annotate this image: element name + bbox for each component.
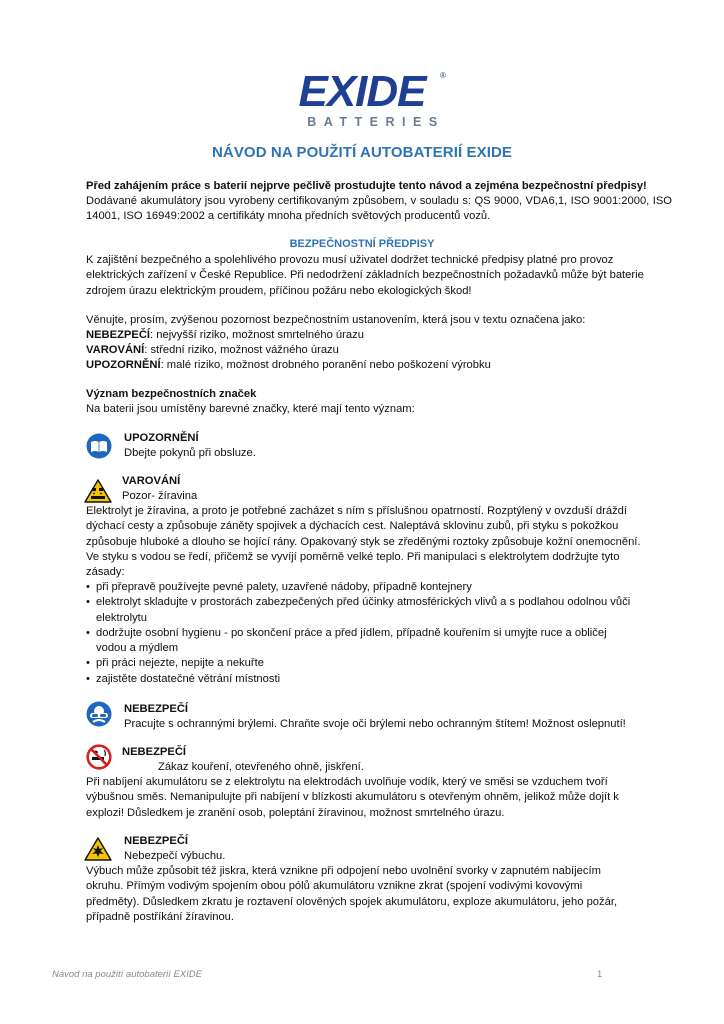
- nebezpeci-sub: Nebezpečí výbuchu.: [124, 850, 226, 862]
- corrosive-warning-icon: [84, 479, 112, 503]
- logo-sub: BATTERIES: [307, 115, 445, 129]
- risk-level-varovani: VAROVÁNÍ: střední riziko, možnost vážného úrazu: [86, 344, 339, 356]
- list-item: • dodržujte osobní hygienu - po skončení práce a před jídlem, případně kouřením si umyjte ruce a obličej vodou a mýdlem: [86, 626, 607, 655]
- safety-paragraph: K zajištění bezpečného a spolehlivého provozu musí uživatel dodržet technické předpisy platné pro provoz elektrických zařízení v České Republice. Při nedodržení základních bezpečnostních požadavků může být baterie zdrojem úrazu elektrickým proudem, příčinou požáru nebo ekologických škod!: [86, 254, 644, 297]
- nebezpeci-label: NEBEZPEČÍ: [122, 746, 187, 758]
- nebezpeci-label: NEBEZPEČÍ: [124, 703, 189, 715]
- levels-intro: Věnujte, prosím, zvýšenou pozornost bezpečnostním ustanovením, která jsou v textu označena jako:: [86, 314, 586, 326]
- list-item: • elektrolyt skladujte v prostorách zabezpečených před účinky atmosférických vlivů a s podlahou odolnou vůči elektrolytu: [86, 596, 631, 624]
- upozorneni-label: UPOZORNĚNÍ: [124, 432, 199, 444]
- precautions-list: [86, 580, 676, 687]
- list-item: • při přepravě používejte pevné palety, uzavřené nádoby, případně kontejnery: [86, 581, 472, 593]
- no-fire-icon: [86, 744, 112, 770]
- intro-warning: Před zahájením práce s baterií nejprve pečlivě prostudujte tento návod a zejména bezpečnostní předpisy!: [86, 180, 647, 192]
- nebezpeci-label: NEBEZPEČÍ: [124, 835, 189, 847]
- manual-book-icon: [86, 433, 112, 459]
- nebezpeci-text: Pracujte s ochrannými brýlemi. Chraňte svoje oči brýlemi nebo ochranným štítem! Možnost oslepnutí!: [124, 718, 626, 730]
- page-footer: Návod na použití autobaterií EXIDE: [52, 969, 202, 980]
- varovani-label: VAROVÁNÍ: [122, 475, 181, 487]
- signs-title: Význam bezpečnostních značek: [86, 388, 257, 400]
- safety-goggles-icon: [86, 701, 112, 727]
- varovani-paragraph: Elektrolyt je žíravina, a proto je potřebné zacházet s ním s příslušnou opatrností. Rozptýlený v ovzduší dráždí dýchací cesty a způsobuje záněty spojivek a dýchacích cest. Naleptává sklovinu zubů, při styku s pokožkou způsobuje hluboké a dlouho se hojící rány. Opakovaný styk se zředěnými roztoky způsobuje kožní onemocnění. Ve styku s vodou se ředí, přičemž se vyvíjí poměrně velké teplo. Při manipulaci s elektrolytem dodržujte tyto zásady:: [86, 505, 641, 579]
- page-number: 1: [597, 969, 603, 980]
- svg-text:®: ®: [440, 71, 446, 80]
- intro-line: 14001, ISO 16949:2002 a certifikáty mnoha předních světových producentů vozů.: [86, 210, 491, 222]
- nebezpeci-paragraph: Při nabíjení akumulátoru se z elektrolytu na elektrodách uvolňuje vodík, který ve směsi se vzduchem tvoří výbušnou směs. Nemanipulujte při nabíjení v blízkosti akumulátoru s otevřeným ohněm, jelikož může dojít k explozi! Důsledkem je zranění osob, poleptání žíravinou, možnost smrtelného úrazu.: [86, 776, 619, 819]
- nebezpeci-sub: Zákaz kouření, otevřeného ohně, jiskření.: [158, 761, 364, 773]
- safety-section-title: BEZPEČNOSTNÍ PŘEDPISY: [289, 238, 435, 250]
- intro-line: Dodávané akumulátory jsou vyrobeny certifikovaným způsobem, v souladu s: QS 9000, VDA6,1, ISO 9001:2000, ISO: [86, 195, 672, 207]
- signs-intro: Na baterii jsou umístěny barevné značky, které mají tento význam:: [86, 403, 415, 415]
- exide-logo: [272, 68, 452, 130]
- varovani-sub: Pozor- žíravina: [122, 490, 198, 502]
- risk-level-nebezpeci: NEBEZPEČÍ: nejvyšší riziko, možnost smrtelného úrazu: [86, 329, 364, 341]
- risk-level-upozorneni: UPOZORNĚNÍ: malé riziko, možnost drobného poranění nebo poškození výrobku: [86, 359, 491, 371]
- upozorneni-text: Dbejte pokynů při obsluze.: [124, 447, 256, 459]
- list-item: • zajistěte dostatečné větrání místnosti: [86, 672, 281, 685]
- nebezpeci-paragraph: Výbuch může způsobit též jiskra, která vznikne při odpojení nebo uvolnění svorky v zapnutém nabíjecím okruhu. Přímým vodivým spojením obou pólů akumulátoru vznikne zkrat (spojení vodivými kovovými předměty). Důsledkem zkratu je roztavení olověných spojek akumulátoru, exploze akumulátoru, jeho požár, případně postříkání žíravinou.: [86, 865, 618, 923]
- list-item: • při práci nejezte, nepijte a nekuřte: [86, 657, 264, 670]
- page-title: NÁVOD NA POUŽITÍ AUTOBATERIÍ EXIDE: [211, 144, 513, 161]
- explosion-warning-icon: [84, 837, 112, 861]
- logo-brand: EXIDE: [298, 68, 426, 116]
